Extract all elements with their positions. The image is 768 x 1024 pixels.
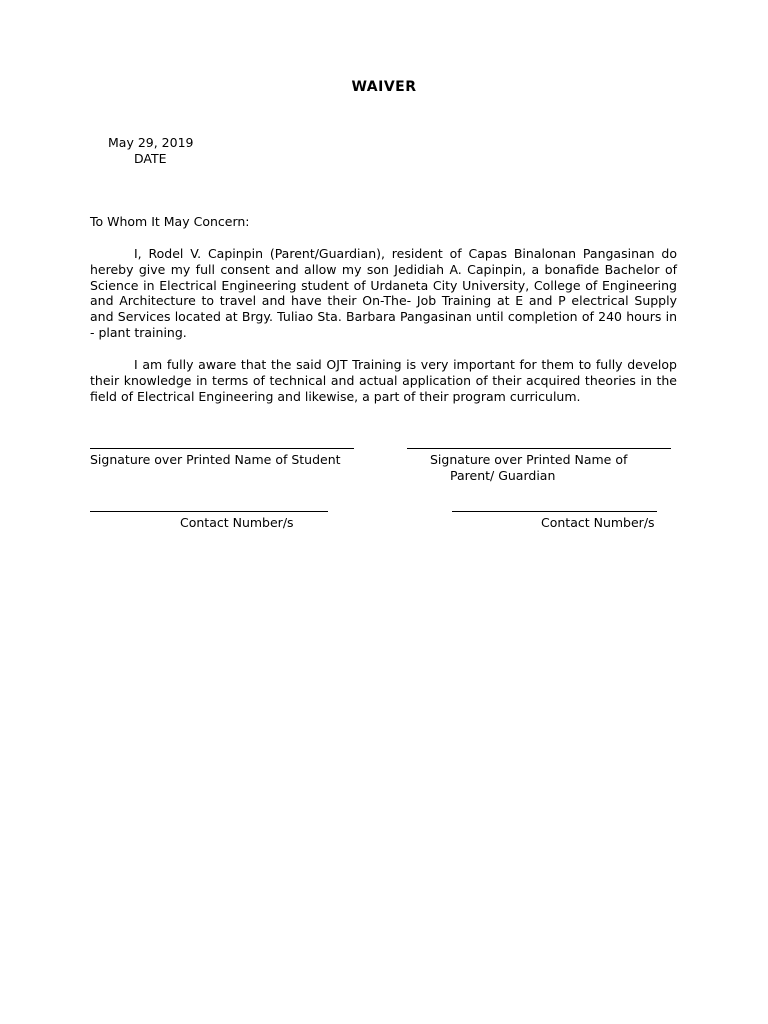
student-signature-label: Signature over Printed Name of Student (90, 452, 341, 467)
salutation: To Whom It May Concern: (90, 214, 250, 229)
document-title: WAIVER (351, 79, 417, 95)
date-value: May 29, 2019 (108, 135, 194, 150)
awareness-paragraph: I am fully aware that the said OJT Training is very important for them to fully develop their knowledge in terms of technical and actual application of their acquired theories in the field of Electrical Engineering and likewise, a part of their program curriculum. (90, 357, 677, 404)
parent-signature-label: Signature over Printed Name of (430, 452, 628, 467)
student-contact-line (90, 511, 328, 512)
parent-signature-line (407, 448, 671, 449)
parent-signature-label-continued: Parent/ Guardian (450, 468, 556, 483)
parent-contact-label: Contact Number/s (541, 515, 655, 530)
student-contact-label: Contact Number/s (180, 515, 294, 530)
consent-paragraph: I, Rodel V. Capinpin (Parent/Guardian), resident of Capas Binalonan Pangasinan do hereby give my full consent and allow my son Jedidiah A. Capinpin, a bonafide Bachelor of Science in Electrical Engineering student of Urdaneta City University, College of Engineering and Architecture to travel and have their On-The- Job Training at E and P electrical Supply and Services located at Brgy. Tuliao Sta. Barbara Pangasinan until completion of 240 hours in - plant training. (90, 246, 677, 340)
parent-contact-line (452, 511, 657, 512)
student-signature-line (90, 448, 354, 449)
date-label: DATE (134, 151, 167, 166)
